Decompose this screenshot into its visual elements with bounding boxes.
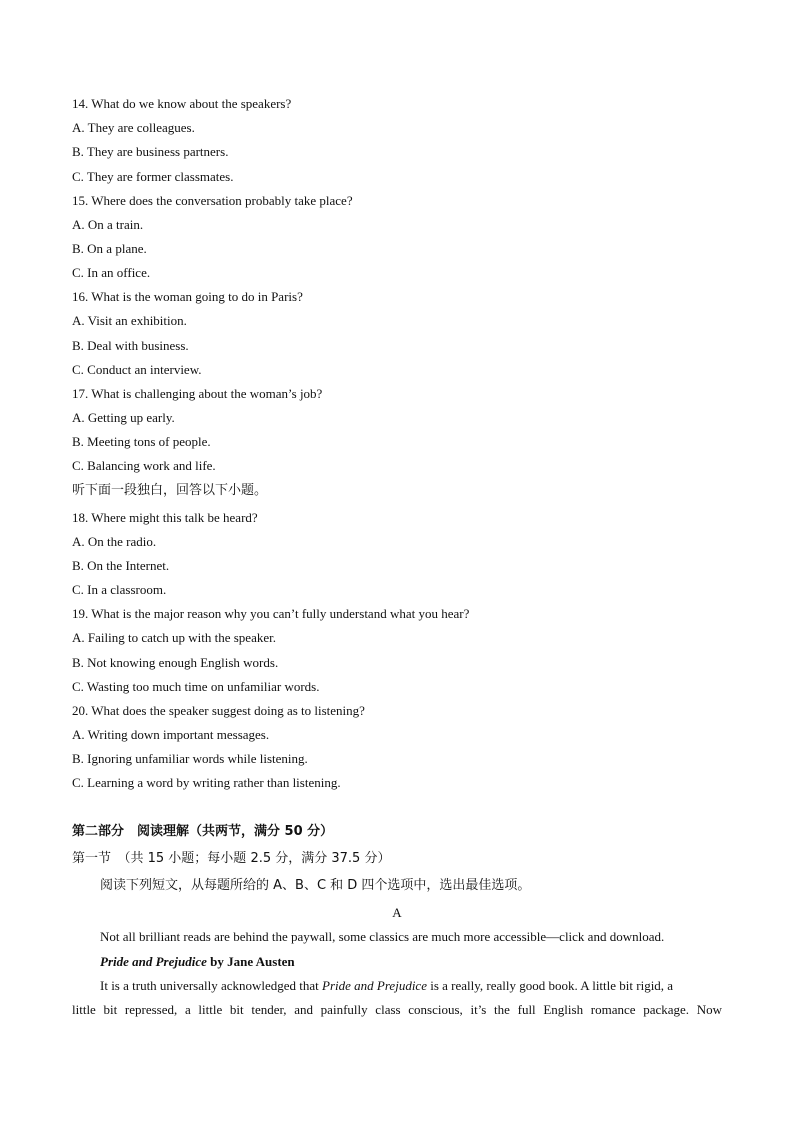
passage-letter: A	[392, 905, 402, 920]
option-14b: B. They are business partners.	[72, 144, 229, 159]
question-14: 14. What do we know about the speakers?	[72, 96, 292, 111]
option-15c: C. In an office.	[72, 265, 151, 280]
option-14a: A. They are colleagues.	[72, 120, 195, 135]
option-14c: C. They are former classmates.	[72, 169, 234, 184]
paragraph-text: is a really, really good book. A little bit rigid, a	[426, 978, 674, 993]
question-19: 19. What is the major reason why you can’t fully understand what you hear?	[72, 606, 470, 621]
option-19b: B. Not knowing enough English words.	[72, 655, 279, 670]
question-18: 18. Where might this talk be heard?	[72, 510, 258, 525]
option-20b: B. Ignoring unfamiliar words while listening.	[72, 751, 308, 766]
section-title: 第二部分 阅读理解（共两节，满分 50 分）	[72, 824, 334, 839]
question-20: 20. What does the speaker suggest doing as to listening?	[72, 703, 365, 718]
paragraph-line-2: little bit repressed, a little bit tender, and painfully class conscious, it’s the full English romance package. Now	[72, 1002, 722, 1017]
option-15b: B. On a plane.	[72, 241, 147, 256]
option-19c: C. Wasting too much time on unfamiliar words.	[72, 679, 320, 694]
option-17c: C. Balancing work and life.	[72, 458, 216, 473]
option-16c: C. Conduct an interview.	[72, 362, 202, 377]
book-title: Pride and Prejudice	[100, 954, 207, 969]
option-20a: A. Writing down important messages.	[72, 727, 270, 742]
passage-intro: Not all brilliant reads are behind the paywall, some classics are much more accessible—click and download.	[100, 929, 665, 944]
option-16a: A. Visit an exhibition.	[72, 313, 187, 328]
book-heading	[100, 954, 295, 970]
question-15: 15. Where does the conversation probably take place?	[72, 193, 353, 208]
paragraph-text: It is a truth universally acknowledged that	[100, 978, 323, 993]
option-18a: A. On the radio.	[72, 534, 157, 549]
reading-instruction: 阅读下列短文，从每题所给的 A、B、C 和 D 四个选项中，选出最佳选项。	[100, 878, 531, 893]
subsection-title: 第一节 （共 15 小题；每小题 2.5 分，满分 37.5 分）	[72, 851, 391, 866]
option-19a: A. Failing to catch up with the speaker.	[72, 630, 276, 645]
paragraph-italic-title: Pride and Prejudice	[322, 978, 427, 993]
option-18c: C. In a classroom.	[72, 582, 167, 597]
option-18b: B. On the Internet.	[72, 558, 170, 573]
option-15a: A. On a train.	[72, 217, 144, 232]
question-16: 16. What is the woman going to do in Paris?	[72, 289, 303, 304]
option-16b: B. Deal with business.	[72, 338, 189, 353]
question-17: 17. What is challenging about the woman’s job?	[72, 386, 323, 401]
paragraph-line-1	[100, 978, 673, 994]
option-20c: C. Learning a word by writing rather than listening.	[72, 775, 341, 790]
option-17b: B. Meeting tons of people.	[72, 434, 211, 449]
monologue-intro: 听下面一段独白，回答以下小题。	[72, 483, 268, 498]
book-author: by Jane Austen	[206, 954, 295, 969]
option-17a: A. Getting up early.	[72, 410, 175, 425]
